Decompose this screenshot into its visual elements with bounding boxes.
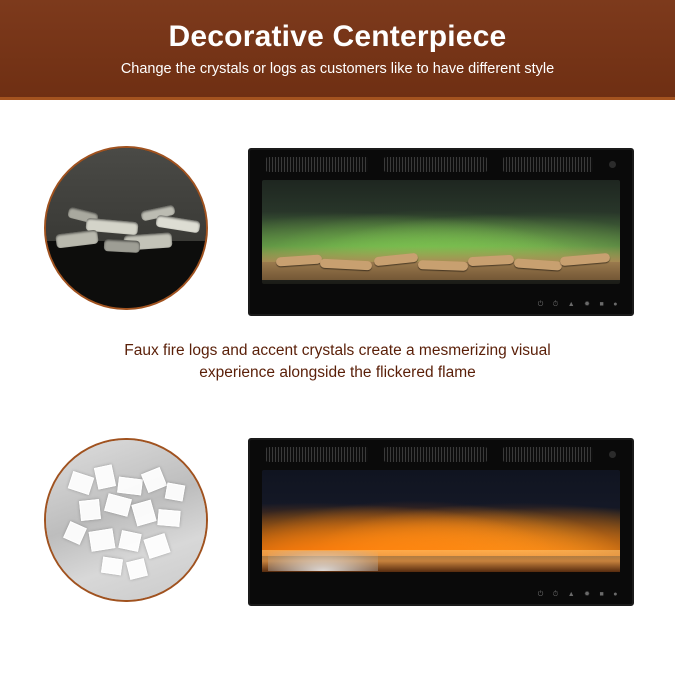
control-panel[interactable] [538,301,618,308]
timer-icon[interactable]: ⏱ [552,301,559,308]
vent-grille [503,447,594,462]
flame-screen-green [262,180,620,284]
crystal-piece [89,528,116,552]
sensor-dot-icon [609,161,616,168]
timer-icon[interactable]: ⏱ [552,591,559,598]
flame-screen-orange [262,470,620,574]
vent-row [250,440,632,468]
crystal-piece [157,509,180,527]
header-divider [0,97,675,100]
crystal-piece [79,499,101,521]
fan-icon[interactable]: ✹ [584,301,591,308]
crystal-detail-circle [44,438,208,602]
vent-grille [266,157,368,172]
vent-grille [384,447,486,462]
temp-icon[interactable]: ■ [599,591,605,598]
log-piece [374,253,419,267]
feature-caption [40,340,635,385]
crystal-piece [165,483,186,502]
fireplace-logs-green-flame [248,148,634,316]
caption-line-1: Faux fire logs and accent crystals create a mesmerizing visual [124,342,551,359]
log-piece [560,253,611,266]
page-subtitle: Change the crystals or logs as customers like to have different style [120,60,555,77]
flame-icon[interactable]: ▲ [567,591,576,598]
page-title: Decorative Centerpiece [168,19,507,53]
crystal-piece [101,557,123,576]
orange-flame-effect [262,490,620,556]
dim-icon[interactable]: ● [613,301,618,308]
power-icon[interactable]: ⏻ [537,301,544,308]
log-piece [276,254,323,266]
sensor-dot-icon [609,451,616,458]
control-panel[interactable] [538,591,618,598]
flame-icon[interactable]: ▲ [567,301,576,308]
crystal-piece [118,530,141,552]
dim-icon[interactable]: ● [613,591,618,598]
vent-grille [503,157,594,172]
log-piece [104,239,141,253]
log-piece [514,258,563,270]
crystal-piece [117,477,143,496]
fan-icon[interactable]: ✹ [584,591,591,598]
power-icon[interactable]: ⏻ [537,591,544,598]
log-piece [320,259,372,271]
vent-row [250,150,632,178]
crystal-bed [268,551,378,571]
log-piece [418,260,468,271]
vent-grille [266,447,368,462]
log-piece [468,255,514,266]
vent-grille [384,157,486,172]
faux-log-bed [262,246,620,280]
fireplace-crystals-orange-flame [248,438,634,606]
log-detail-circle [44,146,208,310]
temp-icon[interactable]: ■ [599,301,605,308]
caption-line-2: experience alongside the flickered flame [199,364,476,382]
header-banner [0,0,675,97]
